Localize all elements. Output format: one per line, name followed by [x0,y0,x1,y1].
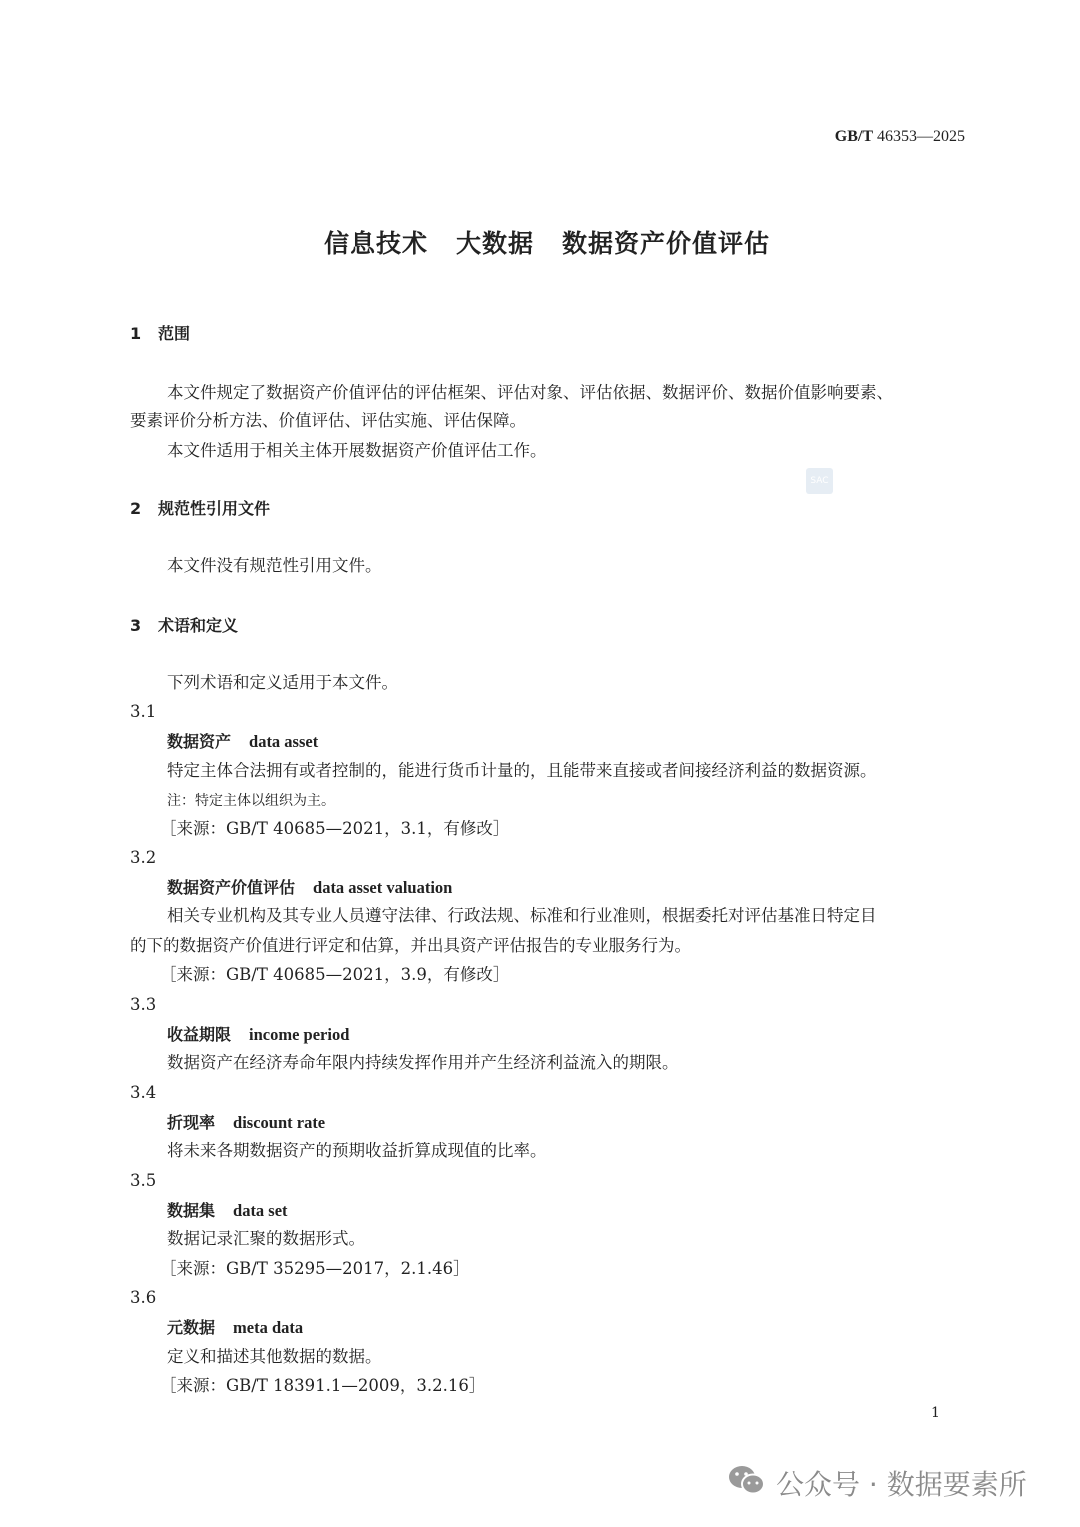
code-number: 46353—2025 [877,128,965,145]
term-definition: 数据资产在经济寿命年限内持续发挥作用并产生经济利益流入的期限。 [167,1053,679,1072]
paragraph: 本文件没有规范性引用文件。 [167,556,382,575]
title-part: 信息技术 [323,229,428,258]
section-number: 2 [130,499,142,518]
term-number: 3.6 [130,1288,157,1307]
term-note: 注：特定主体以组织为主。 [167,793,335,809]
term-source: ［来源：GB/T 40685—2021，3.1，有修改］ [160,819,510,838]
term-en: discount rate [233,1113,326,1132]
term-definition: 数据记录汇聚的数据形式。 [167,1229,365,1248]
section-title: 术语和定义 [158,616,239,635]
stamp-logo: SAC [806,468,833,494]
term-number: 3.2 [130,848,157,867]
term-en: meta data [233,1318,304,1337]
term-number: 3.3 [130,995,157,1014]
watermark [728,1463,1027,1503]
wechat-icon [728,1464,776,1503]
term-source: ［来源：GB/T 40685—2021，3.9，有修改］ [160,965,510,984]
term-heading [167,1200,288,1222]
paragraph: 本文件适用于相关主体开展数据资产价值评估工作。 [167,441,547,460]
section-number: 3 [130,616,142,635]
document-title [0,224,1080,260]
title-part: 大数据 [455,229,534,258]
section-heading [130,323,190,345]
term-heading [167,1317,303,1339]
section-title: 范围 [158,324,191,343]
title-part: 数据资产价值评估 [562,229,771,258]
standard-code [835,128,965,146]
page-number: 1 [931,1405,940,1421]
term-en: data set [233,1201,288,1220]
paragraph: 本文件规定了数据资产价值评估的评估框架、评估对象、评估依据、数据评价、数据价值影响要素、 [167,383,893,402]
term-en: data asset [249,732,319,751]
term-zh: 数据资产价值评估 [167,878,296,897]
term-heading [167,1024,349,1046]
term-zh: 折现率 [167,1113,216,1132]
term-heading [167,731,318,753]
term-zh: 收益期限 [167,1025,232,1044]
section-number: 1 [130,324,142,343]
term-source: ［来源：GB/T 18391.1—2009，3.2.16］ [160,1376,486,1395]
term-definition: 相关专业机构及其专业人员遵守法律、行政法规、标准和行业准则，根据委托对评估基准日特定目 [167,906,877,925]
section-title: 规范性引用文件 [158,499,271,518]
term-definition: 的下的数据资产价值进行评定和估算，并出具资产评估报告的专业服务行为。 [130,936,691,955]
paragraph: 下列术语和定义适用于本文件。 [167,673,398,692]
term-en: income period [249,1025,350,1044]
paragraph: 要素评价分析方法、价值评估、评估实施、评估保障。 [130,411,526,430]
code-prefix: GB/T [834,128,873,145]
term-en: data asset valuation [313,878,453,897]
term-definition: 特定主体合法拥有或者控制的，能进行货币计量的，且能带来直接或者间接经济利益的数据资源。 [167,761,877,780]
term-zh: 数据集 [167,1201,216,1220]
term-number: 3.5 [130,1171,157,1190]
section-heading [130,498,270,520]
term-heading [167,1112,325,1134]
section-heading [130,615,238,637]
term-definition: 将未来各期数据资产的预期收益折算成现值的比率。 [167,1141,547,1160]
watermark-text: 公众号 · 数据要素所 [776,1468,1027,1501]
term-number: 3.4 [130,1083,157,1102]
term-heading [167,877,452,899]
term-definition: 定义和描述其他数据的数据。 [167,1347,382,1366]
term-zh: 数据资产 [167,732,232,751]
term-zh: 元数据 [167,1318,216,1337]
term-number: 3.1 [130,702,157,721]
term-source: ［来源：GB/T 35295—2017，2.1.46］ [160,1259,470,1278]
